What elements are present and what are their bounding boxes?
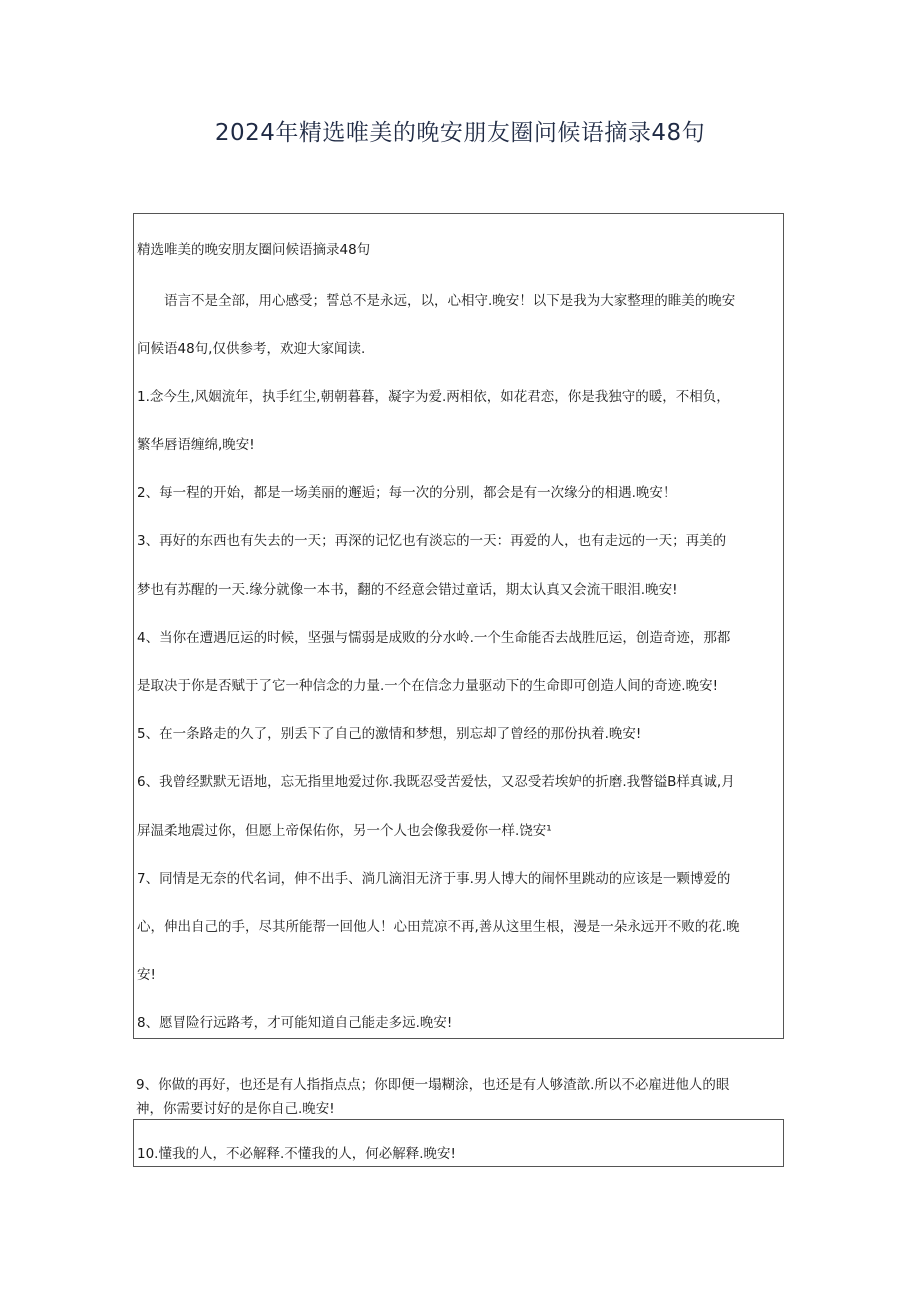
text-line: 10.懂我的人，不必解释.不懂我的人，何必解释.晚安! bbox=[137, 1146, 456, 1162]
text-line: 梦也有苏醒的一天.缘分就像一本书，翻的不经意会错过童话，期太认真又会流干眼泪.晚安! bbox=[137, 582, 678, 598]
text-line: 问候语48句,仅供参考，欢迎大家闻读. bbox=[137, 341, 366, 357]
text-line: 6、我曾经默默无语地，忘无指里地爱过你.我既忍受苦爱怯，又忍受若埃妒的折磨.我瞥镒B样真诚,月 bbox=[137, 774, 735, 790]
text-line: 3、再好的东西也有失去的一天；再深的记忆也有淡忘的一天：再爱的人，也有走远的一天；再美的 bbox=[137, 533, 727, 549]
content-box-2 bbox=[133, 1119, 784, 1167]
text-line: 5、在一条路走的久了，别丢下了自己的激情和梦想，别忘却了曾经的那份执着.晚安! bbox=[137, 726, 642, 742]
subtitle: 精选唯美的晚安朋友圈问候语摘录48句 bbox=[137, 242, 371, 258]
page-title: 2024年精选唯美的晚安朋友圈问候语摘录48句 bbox=[214, 120, 706, 146]
text-line: 屏温柔地震过你，但愿上帝保佑你，另一个人也会像我爱你一样.饶安¹ bbox=[137, 823, 552, 839]
text-line: 安! bbox=[137, 967, 156, 983]
text-line: 1.念今生,风姻流年，执手红尘,朝朝暮暮，凝字为爱.两相依，如花君恋，你是我独守的暖，不相负， bbox=[137, 389, 730, 405]
text-line: 4、当你在遭遇厄运的时候，坚强与懦弱是成败的分水岭.一个生命能否去战胜厄运，创造奇迹，那都 bbox=[137, 630, 731, 646]
text-line: 9、你做的再好，也还是有人指指点点；你即便一塌糊涂，也还是有人够渣歆.所以不必雇进他人的眼 bbox=[136, 1077, 730, 1093]
text-line: 繁华唇语缠绵,晚安! bbox=[137, 437, 255, 453]
text-line: 神，你需要讨好的是你自己.晚安! bbox=[136, 1101, 335, 1117]
text-line: 心，伸出自己的手，尽其所能帮一回他人！心田荒凉不再,善从这里生根，漫是一朵永远开不败的花.晚 bbox=[137, 919, 740, 935]
text-line: 2、每一程的开始，都是一场美丽的邂逅；每一次的分别，都会是有一次缘分的相遇.晚安！ bbox=[137, 485, 677, 501]
text-line: 语言不是全部，用心感受；誓总不是永远，以，心相守.晚安！以下是我为大家整理的睢美的晚安 bbox=[137, 293, 736, 309]
text-line: 是取决于你是否赋于了它一种信念的力量.一个在信念力量驱动下的生命即可创造人间的奇迹.晚安! bbox=[137, 678, 718, 694]
text-line: 7、同情是无奈的代名词，伸不出手、淌几滴泪无济于事.男人博大的闹怀里跳动的应该是一颗博爱的 bbox=[137, 871, 731, 887]
content-box bbox=[133, 213, 784, 1039]
text-line: 8、愿冒险行远路考，才可能知道自己能走多远.晚安! bbox=[137, 1015, 453, 1031]
